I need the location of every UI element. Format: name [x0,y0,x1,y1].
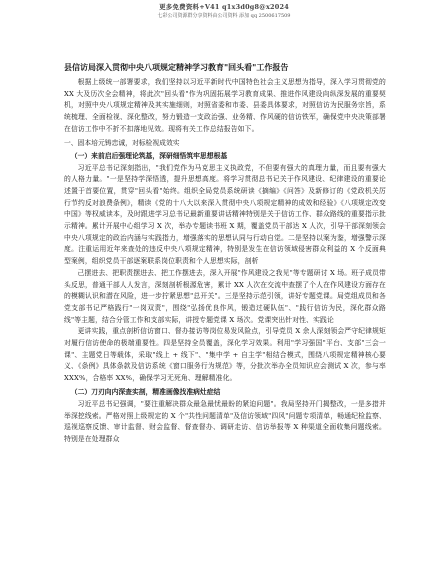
section-heading-1: 一、固本培元铸忠诚，对标检视成效实 [64,138,180,147]
header-line-1: 更多免费资料+V41 q1x3d0g8@x2024 [159,3,289,11]
document-body [64,62,386,446]
intro-paragraph: 根据上级统一部署要求，我们坚持以习近平新时代中国特色社会主义思想为指导，深入学习贯彻党的 XX 大及历次全会精神，将此次"回头看"作为巩固拓展学习教育成果、推进作风建设向纵深发展的重要契机，对照中央八项规定精神及其实施细则，对照省委和市委、县委具体要求，对照信访为民服务宗旨，系统梳理、全面检视、深化整改，努力锻造一支政治强、业务精、作风硬的信访铁军，确保党中央决策部署在信访工作中不折不扣落地见效。现将有关工作总结报告如下。 [64,78,386,133]
page-header [0,3,448,21]
body-paragraph: 己摆进去、把职责摆进去、把工作摆进去，深入开展"作风建设之我见"等专题研讨 X 场。班子成员带头反思，普通干部人人发言，深刻剖析根源危害，累计 XX 人次在交流中查摆了个人在作风建设方面存在的模糊认识和潜在风险，进一步拧紧思想"总开关"。三是坚持示范引领，讲好专题党课。局党组成员和各党支部书记严格践行"一岗双责"，围绕"弘扬优良作风，锻造过硬队伍"、"践行信访为民，深化群众路线"等主题，结合分管工作和支部实际，讲授专题党课 X 场次。党课突出针对性、实践论 [64,268,386,324]
body-paragraph: 更讲实践，重点剖析信访窗口、督办接访等岗位易发风险点，引导党员 X 余人深刻领会严守纪律规矩对履行信访使命的极端重要性。四是坚持全员覆盖，深化学习效果。利用"学习强国"平台、支部"三会一课"、主题党日等载体，采取"线上 + 线下"、"集中学 + 自主学"相结合模式，围绕八项规定精神核心要义、《条例》具体条款及信访系统《窗口服务行为规范》等，分批次举办全员知识应会测试 X 次，参与率 XXX%，合格率 XX%，确保学习无死角、理解精准化。 [64,327,386,383]
subsection-heading-1: （一）来前启后强理论筑基，深研细悟筑牢思想根基 [70,151,228,160]
body-paragraph: 习近平总书记深刻指出，"我们党作为马克思主义执政党，不但要有强大的真理力量，而且要有强大的人格力量。"一是坚持学深悟透，提升思想高度。将学习贯彻总书记关于作风建设、纪律建设的重要论述置于首要位置，贯穿"回头看"始终。组织全局党员系统研读《摘编》《问答》及新修订的《党政机关厉行节约反对浪费条例》，精读《党的十八大以来深入贯彻中央八项规定精神的成效和经验》《八项规定改变中国》等权威读本，及时跟进学习总书记最新重要讲话精神特别是关于信访工作、群众路线的重要指示批示精神。累计开展中心组学习 X 次，举办专题读书班 X 期，覆盖党员干部达 X 人次，引导干部深刻领会中央八项规定的政治内涵与实践指力，增强落实的思想认同与行动自觉。二是坚持以案为鉴，增强警示深度。注重运用近年来查处的违反中央八项规定精神，特别是发生在信访领域侵害群众利益的 X 个反面典型案例，组织党员干部逐案联系岗位职责和个人思想实际，剖析 [64,163,386,266]
document-title: 县信访局深入贯彻中央八项规定精神学习教育"回头看"工作报告 [64,62,289,72]
subsection-heading-2: （二）刀刃向内深查实剖，精准画像找准病灶症结 [70,387,221,396]
body-paragraph: 习近平总书记强调，"要注重解决群众最急最忧最盼的紧迫问题"。我局坚持开门揭整改，一是多措并举深挖线索。严格对照上级规定的 X 个"共性问题清单"及信访领域"四风"问题专项清单，畅通纪检监察、巡视巡察反馈、审计监督、财会监督、督查督办、调研走访、信访举报等 X 种渠道全面收集问题线索。特别是在处理群众 [64,399,386,443]
header-line-2: 七彩公司资源群分享资料由公司资料 添加 qq 2500617509 [157,13,291,19]
